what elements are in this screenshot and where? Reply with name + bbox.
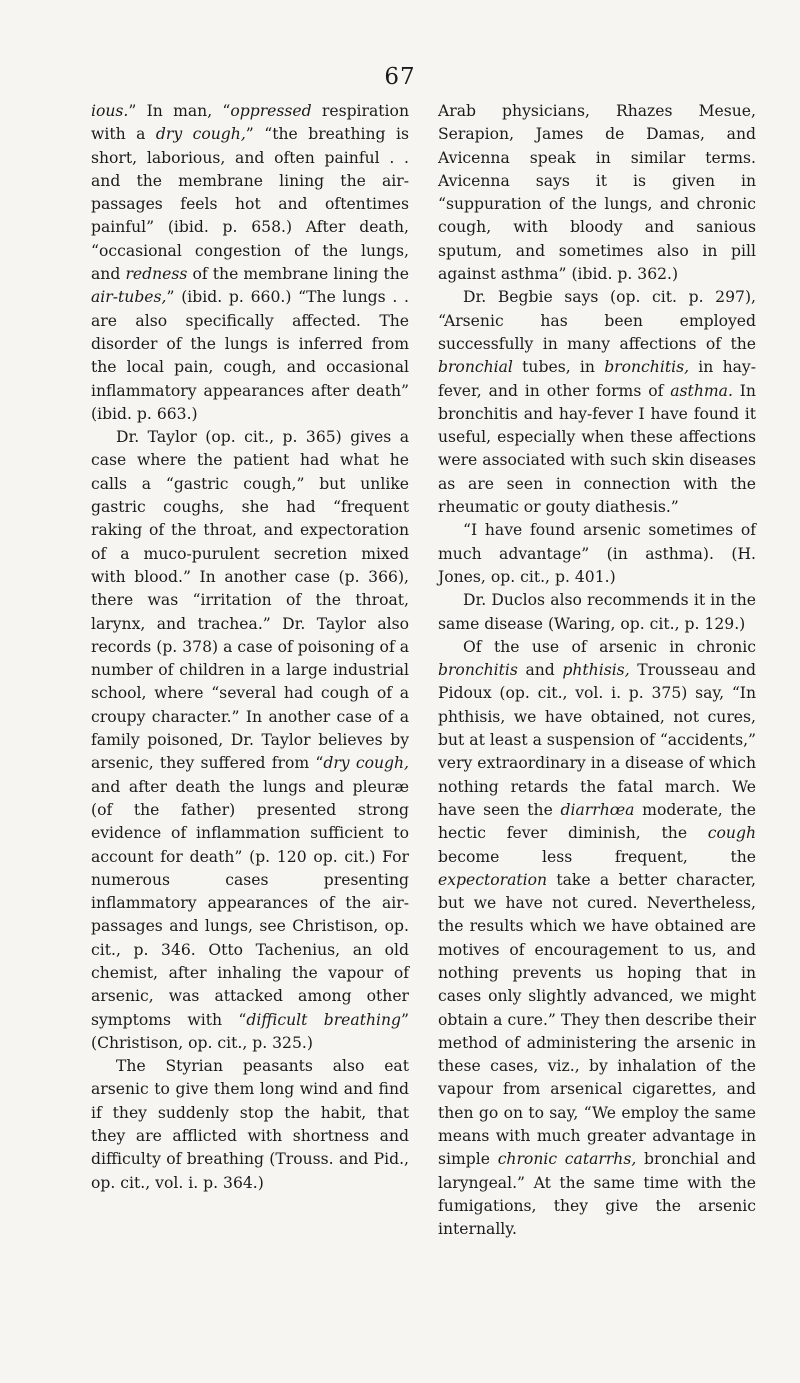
right-paragraph — [438, 519, 756, 589]
text-run: and — [517, 661, 563, 680]
text-run: “I have found arsenic sometimes of much advantage” (in asthma). (H. Jones, op. cit., p. 401.) — [438, 521, 756, 586]
italic-text: expectoration — [438, 870, 548, 889]
text-run: moderate, the hectic fever diminish, the — [438, 800, 756, 843]
right-paragraph — [438, 636, 756, 1242]
italic-text: chronic catarrhs, — [497, 1150, 637, 1169]
text-run: Dr. Duclos also recommends it in the same disease (Waring, op. cit., p. 129.) — [438, 591, 756, 633]
text-run: Arab physicians, Rhazes Mesue, Serapion, James de Damas, and Avicenna speak in similar terms. Avicenna says it is given in “suppuration of the lungs, and chronic cough, with bloody and sanious sputum, and sometimes also in pill against asthma” (ibid. p. 362.) — [438, 102, 756, 284]
page-number: 67 — [384, 64, 416, 90]
left-paragraph — [91, 426, 409, 1055]
italic-text: redness — [125, 265, 188, 284]
text-run: In bronchitis and hay-fever I have found it useful, especially when these affections were associated with such skin diseases as are seen in connection with the rheumatic or gouty diathesis.” — [438, 381, 756, 517]
italic-text: difficult breathing — [246, 1010, 402, 1029]
italic-text: diarrhœa — [560, 800, 635, 819]
text-run: in hay-fever, and in other forms of — [438, 358, 756, 400]
text-run: ” In man, “ — [128, 102, 231, 120]
italic-text: air-tubes, — [91, 288, 167, 307]
italic-text: dry cough, — [323, 754, 409, 773]
right-paragraph — [438, 100, 756, 286]
text-run: take a better character, but we have not cured. Nevertheless, the results which we have obtained are motives of encouragement to us, and nothing prevents us hoping that in cases only slightly advanced, we might obtain a cure.” They then describe their method of administering the arsenic in these cases, viz., by inhalation of the vapour from arsenical cigarettes, and then go on to say, “We employ the same means with much greater advantage in simple — [438, 870, 756, 1169]
italic-text: asthma. — [670, 381, 733, 400]
text-run: ” “the breathing is short, laborious, and often painful . . and the membrane lining the air-passages feels hot and oftentimes painful” (ibid. p. 658.) After death, “occasional congestion of the lungs, and — [91, 125, 409, 284]
text-run: Dr. Taylor (op. cit., p. 365) gives a case where the patient had what he calls a “gastric cough,” but unlike gastric coughs, she had “frequent raking of the throat, and expectoration of a muco-purulent secretion mixed with blood.” In another case (p. 366), there was “irritation of the throat, larynx, and trachea.” Dr. Taylor also records (p. 378) a case of poisoning of a number of children in a large industrial school, where “several had cough of a croupy character.” In another case of a family poisoned, Dr. Taylor believes by arsenic, they suffered from “ — [91, 428, 409, 773]
text-run: tubes, in — [512, 358, 605, 377]
text-run: become less frequent, the — [438, 847, 756, 866]
right-paragraph — [438, 286, 756, 519]
text-run: respiration with a — [91, 102, 409, 144]
italic-text: bronchitis — [438, 661, 518, 680]
italic-text: bronchial — [438, 358, 513, 377]
italic-text: cough — [707, 824, 756, 843]
italic-text: oppressed — [230, 102, 312, 120]
italic-text: dry cough, — [155, 125, 246, 144]
right-paragraph — [438, 589, 756, 636]
text-run: of the membrane lining the — [187, 265, 410, 284]
text-run: Of the use of arsenic in chronic — [463, 637, 756, 656]
left-paragraph — [91, 100, 409, 426]
text-run: ” (Christison, op. cit., p. 325.) — [91, 1010, 409, 1052]
text-run: The Styrian peasants also eat arsenic to give them long wind and find if they suddenly stop the habit, that they are afflicted with shortness and difficulty of breathing (Trouss. and Pid., op. cit., vol. i. p. 364.) — [91, 1057, 409, 1192]
text-run: Trousseau and Pidoux (op. cit., vol. i. p. 375) say, “In phthisis, we have obtained, not cures, but at least a suspension of “accidents,” very extraordinary in a disease of which nothing retards the fatal march. We have seen the — [438, 661, 756, 819]
right-text-column — [438, 100, 756, 1242]
left-text-column — [91, 100, 409, 1195]
text-run: ” (ibid. p. 660.) “The lungs . . are also specifically affected. The disorder of the lungs is inferred from the local pain, cough, and occasional inflammatory appearances after death” (ibid. p. 663.) — [91, 288, 409, 423]
text-run: Dr. Begbie says (op. cit. p. 297), “Arsenic has been employed successfully in many affections of the — [438, 288, 756, 353]
text-run: and after death the lungs and pleuræ (of the father) presented strong evidence of inflammation sufficient to account for death” (p. 120 op. cit.) For numerous cases presenting inflammatory appearances of the air-passages and lungs, see Christison, op. cit., p. 346. Otto Tachenius, an old chemist, after inhaling the vapour of arsenic, was attacked among other symptoms with “ — [91, 777, 409, 1029]
italic-text: phthisis, — [562, 661, 630, 680]
italic-text: bronchitis, — [604, 358, 690, 377]
italic-text: ious. — [91, 102, 129, 120]
left-paragraph — [91, 1055, 409, 1195]
text-run: bronchial and laryngeal.” At the same time with the fumigations, they give the arsenic internally. — [438, 1150, 756, 1239]
